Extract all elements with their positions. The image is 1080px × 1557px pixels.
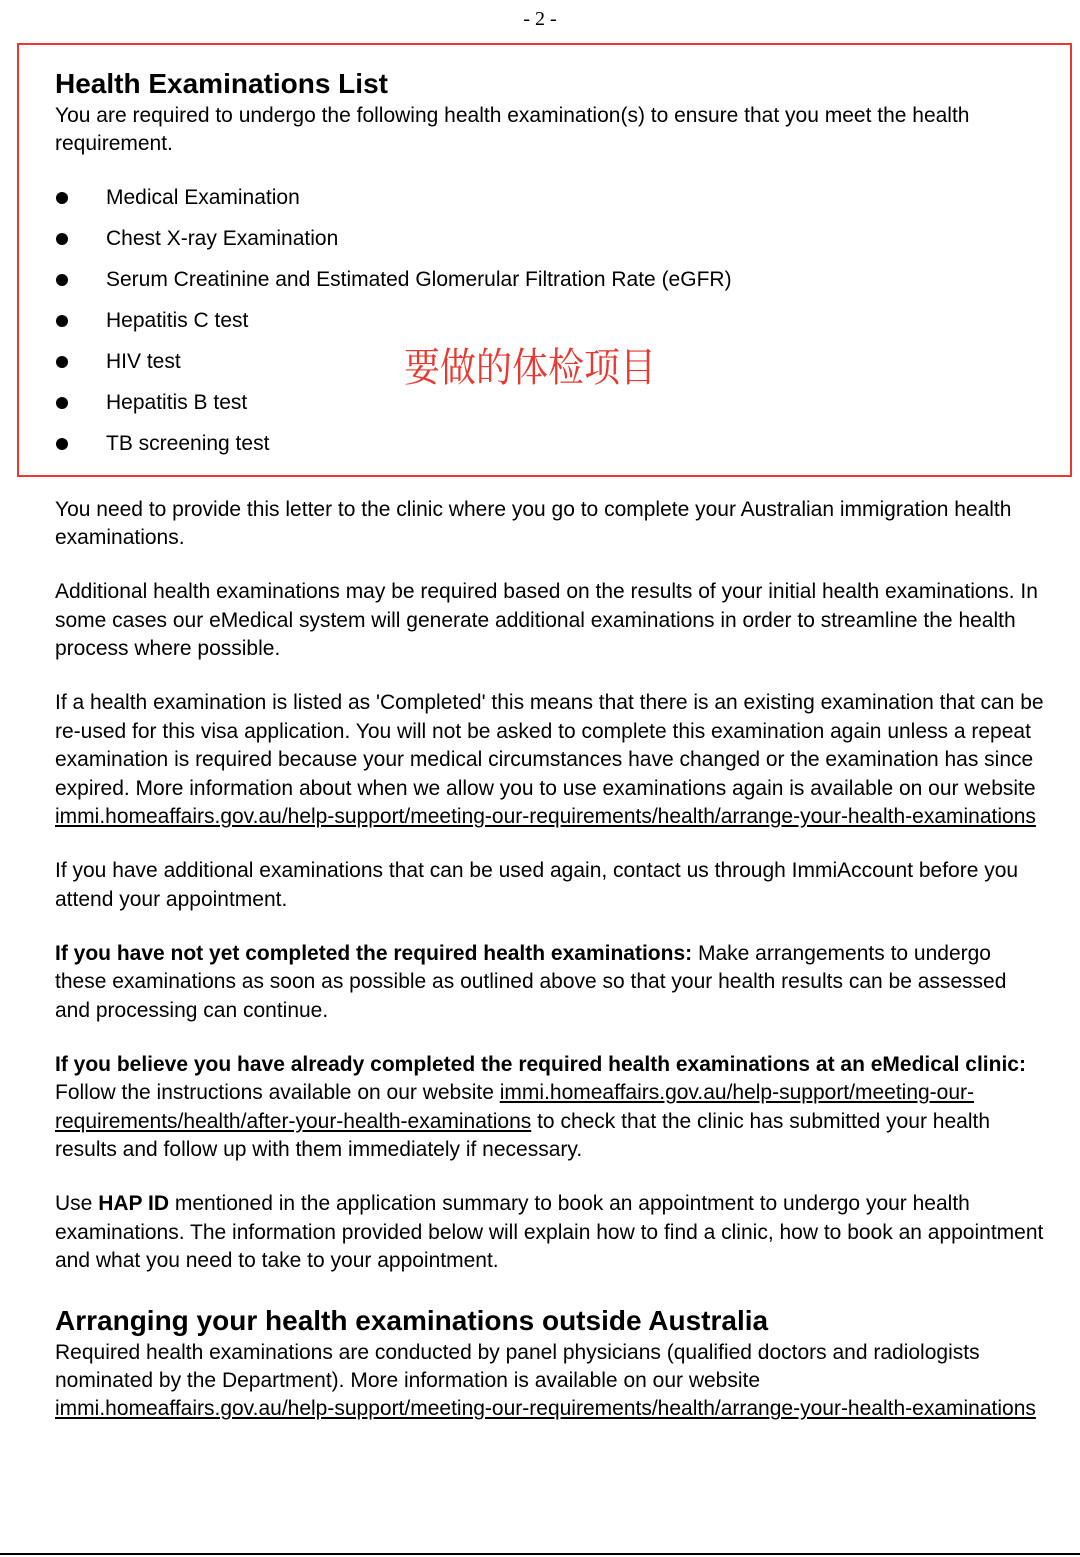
- bottom-rule: [0, 1553, 1080, 1555]
- handwritten-annotation: 要做的体检项目: [404, 345, 656, 391]
- health-list-title: Health Examinations List: [55, 68, 388, 99]
- outside-australia-title: Arranging your health examinations outside Australia: [55, 1304, 769, 1336]
- list-item: Hepatitis C test: [55, 307, 1045, 348]
- outside-australia-paragraph: Required health examinations are conducted by panel physicians (qualified doctors and radiologists nominated by the Department). More information is available on our website immi.homeaffairs.gov.au/help-support/meeting-our-requirements/health/arrange-your-health-examinations: [55, 1340, 1036, 1421]
- already-completed-paragraph: If you believe you have already completed the required health examinations at an eMedical clinic: Follow the instructions available on our website immi.homeaffairs.gov.au/help-support/meeting-our-requirements/health/after-your-health-examinations to check that the clinic has submitted your health results and follow up with them immediately if necessary.: [55, 1052, 1026, 1162]
- list-item: Chest X-ray Examination: [55, 225, 1045, 266]
- list-item: HIV test: [55, 348, 1045, 389]
- reuse-paragraph: If you have additional examinations that can be used again, contact us through ImmiAccount before you attend your appointment.: [55, 859, 1019, 911]
- outside-arrange-link[interactable]: immi.homeaffairs.gov.au/help-support/meeting-our-requirements/health/arrange-your-health-examinations: [55, 1397, 1036, 1421]
- list-item: Serum Creatinine and Estimated Glomerular Filtration Rate (eGFR): [55, 266, 1045, 307]
- bullet-icon: [56, 356, 68, 368]
- provide-letter-paragraph: You need to provide this letter to the clinic where you go to complete your Australian immigration health examinations.: [55, 497, 1012, 550]
- list-item: Hepatitis B test: [55, 389, 1045, 430]
- after-exams-link[interactable]: immi.homeaffairs.gov.au/help-support/meeting-our-requirements/health/after-your-health-examinations: [55, 1081, 975, 1133]
- additional-exams-paragraph: Additional health examinations may be required based on the results of your initial health examinations. In some cases our eMedical system will generate additional examinations in order to streamline the health process where possible.: [55, 580, 1038, 661]
- bullet-icon: [56, 192, 68, 204]
- bullet-icon: [56, 315, 68, 327]
- bullet-icon: [56, 274, 68, 286]
- bullet-icon: [56, 233, 68, 245]
- completed-paragraph: If a health examination is listed as 'Completed' this means that there is an existing examination that can be re-used for this visa application. You will not be asked to complete this examination again unless a repeat examination is required because your medical circumstances have changed or the examination has since expired. More information about when we allow you to use examinations again is available on our website immi.homeaffairs.gov.au/help-support/meeting-our-requirements/health/arrange-your-health-examinations: [55, 691, 1044, 829]
- bullet-icon: [56, 438, 68, 450]
- list-item: Medical Examination: [55, 184, 1045, 225]
- document-content: [55, 66, 1045, 1424]
- bullet-icon: [56, 397, 68, 409]
- hap-id-paragraph: Use HAP ID mentioned in the application summary to book an appointment to undergo your health examinations. The information provided below will explain how to find a clinic, how to book an appointment and what you need to take to your appointment.: [55, 1192, 1044, 1273]
- not-completed-paragraph: If you have not yet completed the required health examinations: Make arrangements to undergo these examinations as soon as possible as outlined above so that your health results can be assessed and processing can continue.: [55, 941, 1007, 1022]
- list-item: TB screening test: [55, 430, 1045, 471]
- arrange-exams-link[interactable]: immi.homeaffairs.gov.au/help-support/meeting-our-requirements/health/arrange-your-health-examinations: [55, 805, 1036, 829]
- health-list-intro: You are required to undergo the following health examination(s) to ensure that you meet the health requirement.: [55, 104, 970, 156]
- exam-list: [55, 184, 1045, 471]
- page-number: - 2 -: [523, 8, 557, 30]
